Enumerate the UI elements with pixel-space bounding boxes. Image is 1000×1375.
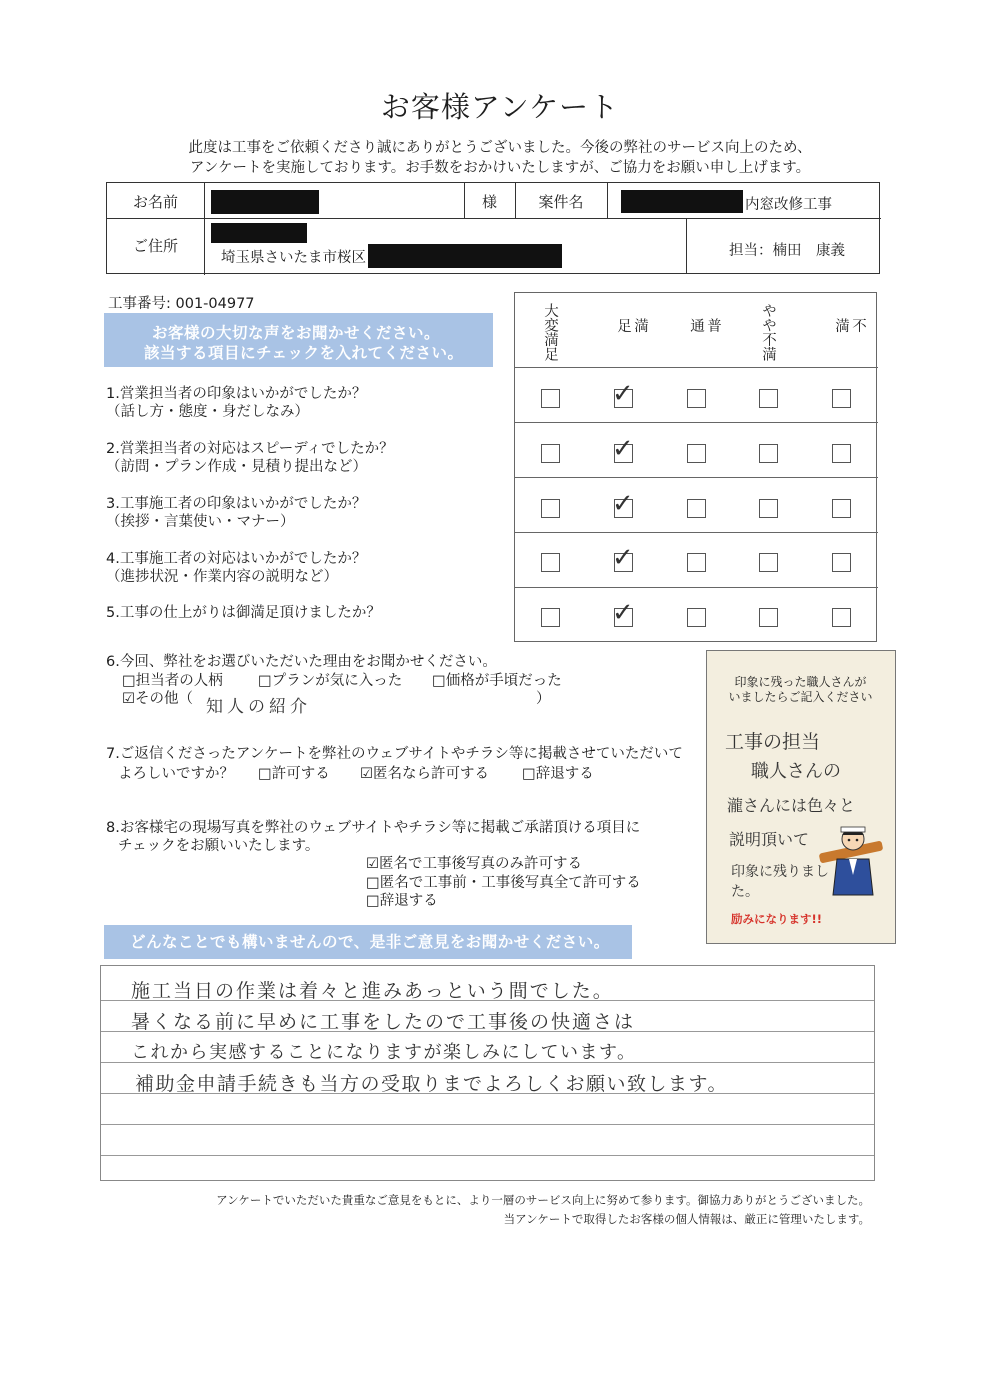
- q4-rating-checkbox-3[interactable]: [687, 553, 706, 572]
- q3-rating-checkbox-5[interactable]: [832, 499, 851, 518]
- q3-rating-checkbox-2[interactable]: [612, 489, 634, 519]
- col-head-very-satisfied: 大変満足: [542, 303, 558, 361]
- address-value: 埼玉県さいたま市桜区: [221, 250, 366, 266]
- project-redaction: [621, 190, 743, 213]
- q6-other-answer: 知人の紹介: [206, 697, 311, 717]
- q6-option-price[interactable]: □価格が手頃だった: [432, 673, 562, 689]
- checkmark-icon: ✓: [612, 543, 634, 573]
- request-banner-line-1: お客様の大切な声をお聞かせください。: [152, 324, 441, 342]
- q2-rating-checkbox-1[interactable]: [541, 444, 560, 463]
- col-head-satisfied: 満足: [615, 317, 648, 347]
- q1-rating-checkbox-5[interactable]: [832, 389, 851, 408]
- q4-line-2: （進捗状況・作業内容の説明など）: [106, 569, 338, 585]
- checkmark-icon: ✓: [612, 489, 634, 519]
- q7-option-anonymous[interactable]: ☑匿名なら許可する: [360, 766, 489, 782]
- q5-rating-checkbox-4[interactable]: [759, 608, 778, 627]
- address-redaction: [368, 244, 562, 268]
- project-number: 工事番号: 001-04977: [108, 296, 255, 312]
- comment-line-1: 施工当日の作業は着々と進みあっという間でした。: [131, 980, 614, 1002]
- q6-question: 6.今回、弊社をお選びいただいた理由をお聞かせください。: [106, 654, 497, 670]
- q8-option-all[interactable]: □匿名で工事前・工事後写真全て許可する: [366, 875, 641, 891]
- q8-line-2: チェックをお願いいたします。: [118, 838, 320, 854]
- q4-rating-checkbox-4[interactable]: [759, 553, 778, 572]
- q1-line-2: （話し方・態度・身だしなみ）: [106, 404, 309, 420]
- craftsman-header-line-1: 印象に残った職人さんが: [734, 675, 867, 689]
- q6-option-plan[interactable]: □プランが気に入った: [258, 673, 403, 689]
- footer-line-2: 当アンケートで取得したお客様の個人情報は、厳正に管理いたします。: [503, 1212, 870, 1226]
- staff-label: 担当：楠田 康義: [729, 243, 845, 259]
- q7-option-decline[interactable]: □辞退する: [522, 766, 594, 782]
- craftsman-box: [706, 650, 896, 944]
- comment-line-4: 補助金申請手続きも当方の受取りまでよろしくお願い致します。: [135, 1073, 728, 1095]
- project-value: 内窓改修工事: [745, 197, 832, 213]
- q8-option-decline[interactable]: □辞退する: [366, 893, 438, 909]
- name-redaction: [211, 190, 319, 214]
- q2-rating-checkbox-2[interactable]: [612, 434, 634, 464]
- craftsman-footer: 励みになります!!: [731, 912, 822, 926]
- comment-line-2: 暑くなる前に早めに工事をしたので工事後の快適さは: [131, 1011, 636, 1033]
- col-head-somewhat-dissatisfied: やや不満: [760, 303, 776, 361]
- q5-rating-checkbox-1[interactable]: [541, 608, 560, 627]
- q2-rating-checkbox-5[interactable]: [832, 444, 851, 463]
- q4-rating-checkbox-5[interactable]: [832, 553, 851, 572]
- q3-rating-checkbox-1[interactable]: [541, 499, 560, 518]
- q1-line-1: 1.営業担当者の印象はいかがでしたか？: [106, 386, 367, 402]
- craftsman-hand-2: 職人さんの: [751, 761, 841, 782]
- q3-line-1: 3.工事施工者の印象はいかがでしたか？: [106, 496, 367, 512]
- craftsman-illustration: [819, 819, 885, 899]
- address-label: ご住所: [132, 237, 178, 255]
- request-banner-line-2: 該当する項目にチェックを入れてください。: [144, 344, 464, 362]
- q1-text: [106, 385, 366, 421]
- intro-line-1: 此度は工事をご依頼くださり誠にありがとうございました。今後の弊社のサービス向上のため、: [188, 140, 812, 156]
- postal-redaction: [211, 223, 307, 243]
- q8-option-after-only[interactable]: ☑匿名で工事後写真のみ許可する: [366, 856, 582, 872]
- q5-text: [106, 604, 381, 622]
- footer-line-1: アンケートでいただいた貴重なご意見をもとに、より一層のサービス向上に努めて参ります。御協力ありがとうございました。: [216, 1193, 870, 1207]
- customer-info-table: [106, 182, 880, 274]
- comment-line-3: これから実感することになりますが楽しみにしています。: [131, 1042, 637, 1063]
- q2-text: [106, 440, 394, 476]
- comments-box: [100, 965, 875, 1181]
- craftsman-header-line-2: いましたらご記入ください: [728, 690, 873, 704]
- q7-line-2: よろしいですか？: [118, 766, 234, 782]
- comments-banner: どんなことでも構いませんので、是非ご意見をお聞かせください。: [104, 925, 632, 959]
- q2-rating-checkbox-3[interactable]: [687, 444, 706, 463]
- request-banner: [104, 313, 493, 367]
- col-head-neutral: 普通: [688, 317, 721, 347]
- intro-line-2: アンケートを実施しております。お手数をおかけいたしますが、ご協力をお願い申し上げます。: [189, 160, 811, 176]
- name-suffix: 様: [481, 193, 497, 211]
- q4-text: [106, 550, 366, 586]
- q3-line-2: （挨拶・言葉使い・マナー）: [106, 514, 295, 530]
- checkmark-icon: ✓: [612, 379, 634, 409]
- checkmark-icon: ✓: [612, 434, 634, 464]
- craftsman-hand-5: 印象に残りました。: [731, 864, 829, 900]
- name-label: お名前: [132, 193, 178, 211]
- q6-option-person[interactable]: □担当者の人柄: [122, 673, 223, 689]
- q1-rating-checkbox-1[interactable]: [541, 389, 560, 408]
- checkmark-icon: ✓: [612, 598, 634, 628]
- project-label: 案件名: [538, 193, 584, 211]
- q7-line-1: 7.ご返信くださったアンケートを弊社のウェブサイトやチラシ等に掲載させていただいて: [106, 746, 683, 762]
- q1-rating-checkbox-3[interactable]: [687, 389, 706, 408]
- craftsman-hand-4: 説明頂いて: [729, 830, 810, 849]
- q3-rating-checkbox-3[interactable]: [687, 499, 706, 518]
- q3-text: [106, 495, 366, 531]
- q4-line-1: 4.工事施工者の対応はいかがでしたか？: [106, 551, 367, 567]
- q2-rating-checkbox-4[interactable]: [759, 444, 778, 463]
- q4-rating-checkbox-1[interactable]: [541, 553, 560, 572]
- q1-rating-checkbox-2[interactable]: [612, 379, 634, 409]
- q8-line-1: 8.お客様宅の現場写真を弊社のウェブサイトやチラシ等に掲載ご承諾頂ける項目に: [106, 820, 641, 836]
- q5-line-1: 5.工事の仕上がりは御満足頂けましたか？: [106, 605, 381, 621]
- q2-line-1: 2.営業担当者の対応はスピーディでしたか？: [106, 441, 394, 457]
- q6-option-other[interactable]: ☑その他（: [122, 691, 193, 707]
- craftsman-hand-1: 工事の担当: [725, 731, 821, 753]
- q2-line-2: （訪問・プラン作成・見積り提出など）: [106, 459, 367, 475]
- col-head-dissatisfied: 不満: [833, 317, 866, 347]
- craftsman-hand-3: 瀧さんには色々と: [727, 796, 856, 815]
- q4-rating-checkbox-2[interactable]: [612, 543, 634, 573]
- q5-rating-checkbox-5[interactable]: [832, 608, 851, 627]
- q6-other-close: ）: [536, 691, 551, 707]
- q3-rating-checkbox-4[interactable]: [759, 499, 778, 518]
- form-title: お客様アンケート: [380, 90, 620, 124]
- q5-rating-checkbox-3[interactable]: [687, 608, 706, 627]
- craftsman-header: [707, 675, 894, 705]
- q5-rating-checkbox-2[interactable]: [612, 598, 634, 628]
- q7-option-allow[interactable]: □許可する: [258, 766, 330, 782]
- q1-rating-checkbox-4[interactable]: [759, 389, 778, 408]
